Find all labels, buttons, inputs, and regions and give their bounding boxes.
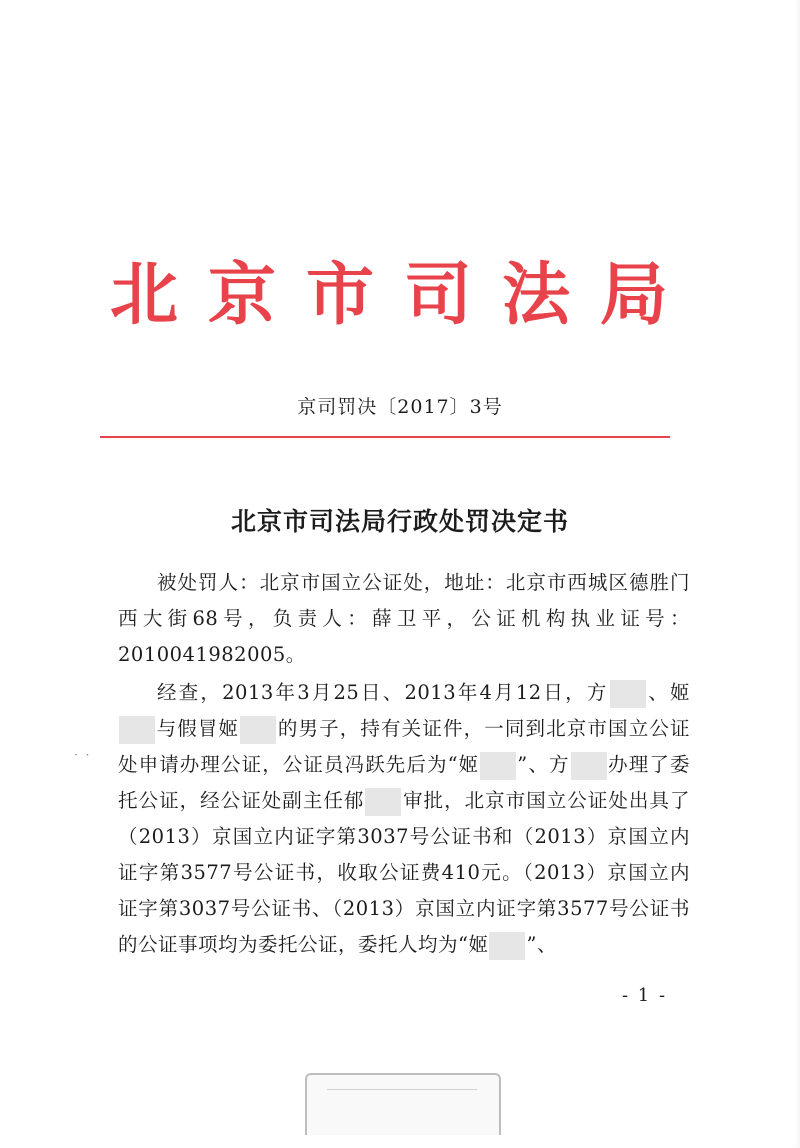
- redaction-block: [365, 788, 401, 816]
- document-body: [118, 565, 690, 965]
- text-segment: ”、方: [517, 753, 570, 776]
- text-segment: 的男子，持有关证件，一同到北京市国立公证处申请办理公证，公证员冯跃先后为“姬: [118, 717, 690, 776]
- agency-char: 局: [599, 256, 670, 335]
- redaction-block: [119, 716, 155, 744]
- text-segment: ”、: [526, 933, 557, 956]
- agency-char: 京: [207, 256, 278, 335]
- text-segment: 审批，北京市国立公证处出具了（2013）京国立内证字第3037号公证书和（2013）京国立内证字第3577号公证书，收取公证费410元。（2013）京国立内证字第3037号公证书、（2013）京国立内证字第3577号公证书的公证事项均为委托公证，委托人均为“姬: [118, 789, 690, 956]
- redaction-block: [610, 680, 646, 708]
- page-number: - 1 -: [622, 985, 668, 1006]
- text-segment: 与假冒姬: [156, 717, 240, 740]
- agency-name-header: [110, 256, 670, 335]
- redaction-block: [480, 752, 516, 780]
- scan-artifact: · ·: [74, 748, 92, 762]
- agency-char: 法: [501, 256, 572, 335]
- redaction-block: [489, 932, 525, 960]
- agency-char: 北: [110, 256, 181, 335]
- agency-char: 市: [305, 256, 376, 335]
- document-number: 京司罚决〔2017〕3号: [297, 396, 503, 418]
- red-divider-line: [100, 436, 670, 438]
- text-segment: 办理了委托公证，经公证处副主任郁: [118, 753, 690, 812]
- binding-clip-shadow: [305, 1073, 501, 1135]
- redaction-block: [571, 752, 607, 780]
- paragraph-respondent: 被处罚人：北京市国立公证处，地址：北京市西城区德胜门西大街68号，负责人：薛卫平，公证机构执业证号：2010041982005。: [118, 571, 690, 666]
- paragraph-facts: [118, 675, 690, 963]
- document-title: 北京市司法局行政处罚决定书: [230, 507, 569, 536]
- text-segment: 、姬: [646, 681, 690, 704]
- redaction-block: [240, 716, 276, 744]
- agency-char: 司: [403, 256, 474, 335]
- text-segment: 经查，2013年3月25日、2013年4月12日，方: [157, 681, 609, 704]
